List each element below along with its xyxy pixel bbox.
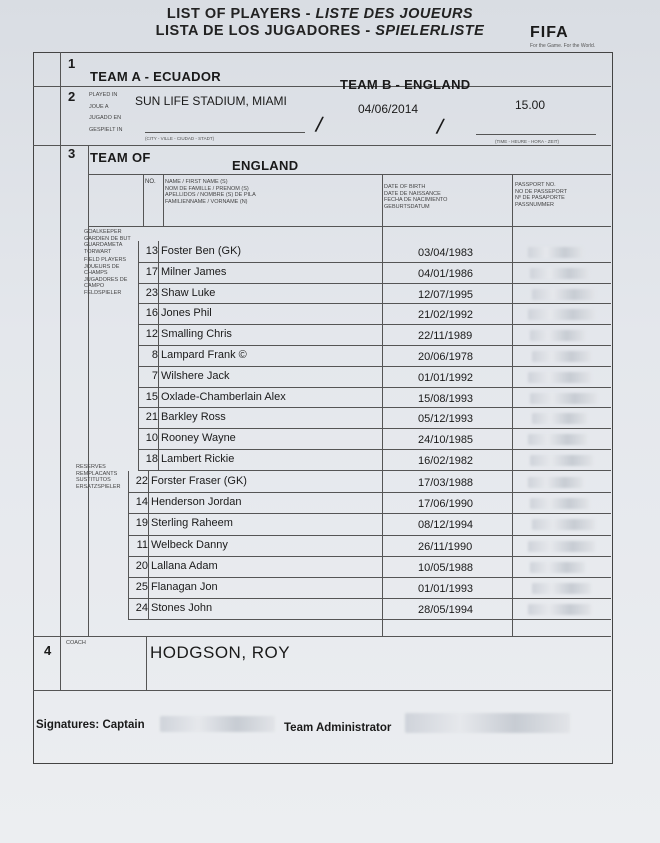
name-column-divider <box>158 241 159 470</box>
side-label-divider <box>88 145 89 636</box>
row-divider <box>128 492 611 493</box>
player-name: Henderson Jordan <box>151 496 242 509</box>
player-dob: 10/05/1988 <box>418 561 474 574</box>
section-number-1: 1 <box>68 56 76 71</box>
row-divider <box>138 428 611 429</box>
player-dob: 24/10/1985 <box>418 434 474 447</box>
team-of-value: ENGLAND <box>232 158 299 173</box>
kickoff-time-value: 15.00 <box>515 98 546 112</box>
number-column-divider <box>60 52 61 642</box>
passport-redacted <box>530 498 589 509</box>
player-number: 10 <box>145 432 158 445</box>
col-header-dob-de: GEBURTSDATUM <box>384 203 430 210</box>
player-dob: 08/12/1994 <box>418 519 474 532</box>
no-column-divider <box>138 241 139 470</box>
row-divider <box>138 387 611 388</box>
player-name: Lampard Frank © <box>161 349 247 361</box>
player-number: 14 <box>135 496 148 509</box>
fifa-logo-text: FIFA <box>530 24 569 41</box>
passport-redacted <box>532 289 595 300</box>
title-line-1-italic: LISTE DES JOUEURS <box>315 6 474 22</box>
section-number-2: 2 <box>68 89 76 104</box>
player-number: 24 <box>135 602 148 615</box>
city-underline <box>145 132 305 133</box>
form-title <box>140 6 500 40</box>
player-name: Oxlade-Chamberlain Alex <box>161 390 286 403</box>
player-dob: 12/07/1995 <box>418 288 474 301</box>
passport-redacted <box>532 583 591 594</box>
row-divider <box>128 556 611 557</box>
player-name: Lambert Rickie <box>161 453 235 465</box>
player-number: 21 <box>145 411 158 424</box>
header-bottom-line <box>88 226 611 227</box>
player-name: Sterling Raheem <box>151 517 233 530</box>
row-divider <box>128 577 611 578</box>
name-column-divider <box>148 471 149 619</box>
player-dob: 15/08/1993 <box>418 392 474 405</box>
played-in-label-fr: JOUE A <box>89 103 109 110</box>
row-divider <box>138 345 611 346</box>
player-number: 25 <box>135 581 148 593</box>
col-header-no: NO. <box>145 179 156 185</box>
col-header-dob-en: DATE OF BIRTH <box>384 184 426 190</box>
col-header-name-de: FAMILIENNAME / VORNAME (N) <box>165 198 248 205</box>
passport-redacted <box>528 372 591 383</box>
row-divider <box>138 283 611 284</box>
row-divider <box>138 366 611 367</box>
passport-redacted <box>532 519 595 530</box>
passport-redacted <box>532 413 587 424</box>
player-dob: 01/01/1993 <box>418 583 474 595</box>
player-name: Flanagan Jon <box>151 581 218 593</box>
title-line-2-plain: LISTA DE LOS JUGADORES - <box>155 23 376 39</box>
player-name: Smalling Chris <box>161 328 232 341</box>
player-number: 8 <box>151 349 158 361</box>
player-dob: 17/06/1990 <box>418 498 474 511</box>
player-name: Wilshere Jack <box>161 369 230 382</box>
player-name: Shaw Luke <box>161 286 216 299</box>
player-number: 7 <box>151 369 158 382</box>
fifa-tagline: For the Game. For the World. <box>530 43 596 49</box>
col-header-dob-fr: DATE DE NAISSANCE <box>384 190 441 197</box>
player-number: 20 <box>135 559 148 572</box>
row-divider <box>138 449 611 450</box>
time-underline <box>476 134 596 135</box>
passport-redacted <box>528 604 591 615</box>
passport-redacted <box>530 455 593 466</box>
player-name: Stones John <box>151 602 213 615</box>
col-header-passport <box>515 182 610 208</box>
passport-column-divider <box>512 174 513 636</box>
dob-column-divider <box>382 174 383 636</box>
passport-redacted <box>528 309 595 320</box>
played-in-label-de: GESPIELT IN <box>89 126 123 133</box>
row-divider <box>128 598 611 599</box>
col-header-passport-en: PASSPORT NO. <box>515 182 556 188</box>
player-number: 17 <box>145 265 158 278</box>
played-in-label-en: PLAYED IN <box>89 92 118 98</box>
title-line-2-italic: SPIELERLISTE <box>375 23 485 39</box>
player-number: 13 <box>145 245 158 257</box>
player-name: Milner James <box>161 265 227 278</box>
team-of-bottom-line <box>88 174 611 175</box>
passport-redacted <box>528 477 583 488</box>
players-bottom-line <box>33 636 611 637</box>
row-divider <box>138 262 611 263</box>
player-name: Jones Phil <box>161 307 212 320</box>
player-name: Forster Fraser (GK) <box>151 475 247 487</box>
player-dob: 22/11/1989 <box>418 330 473 343</box>
col-header-name <box>165 179 380 205</box>
player-dob: 03/04/1983 <box>418 247 474 259</box>
coach-column-divider <box>146 636 147 690</box>
passport-redacted <box>532 351 591 362</box>
player-number: 15 <box>145 390 158 403</box>
city-sublabel: (CITY - VILLE - CIUDAD - STADT) <box>145 136 215 141</box>
row2-bottom-line <box>33 145 611 146</box>
played-in-label-es: JUGADO EN <box>89 115 122 121</box>
team-a-label: TEAM A - ECUADOR <box>90 69 221 84</box>
player-dob: 04/01/1986 <box>418 267 474 280</box>
coach-side-label: COACH <box>66 640 86 646</box>
title-line-2 <box>140 23 500 40</box>
admin-signature-redacted <box>405 713 570 733</box>
row-divider <box>128 513 611 514</box>
passport-redacted <box>530 330 585 341</box>
row1-bottom-line <box>33 86 611 87</box>
date-slash-1: / <box>313 111 325 138</box>
col-header-dob-es: FECHA DE NACIMIENTO <box>384 197 448 203</box>
passport-redacted <box>528 434 587 445</box>
passport-redacted <box>530 393 597 404</box>
title-line-1 <box>140 6 500 23</box>
captain-signature-label: Signatures: Captain <box>36 719 145 731</box>
player-name: Welbeck Danny <box>151 538 228 551</box>
player-number: 12 <box>145 328 158 341</box>
col-header-name-es: APELLIDOS / NOMBRE (S) DE PILA <box>165 192 256 198</box>
row-divider <box>128 619 611 620</box>
player-dob: 21/02/1992 <box>418 309 474 322</box>
time-sublabel: (TIME - HEURE - HORA - ZEIT) <box>495 139 559 144</box>
player-name: Foster Ben (GK) <box>161 245 242 257</box>
col-header-dob <box>384 184 509 210</box>
goalkeeper-side-label: GOALKEEPER GARDIEN DE BUT GUARDAMETA TORWART <box>84 229 131 255</box>
section-number-4: 4 <box>44 643 52 658</box>
title-line-1-plain: LIST OF PLAYERS - <box>166 6 316 22</box>
player-number: 23 <box>145 286 158 299</box>
player-dob: 26/11/1990 <box>418 540 473 553</box>
field-players-side-label: FIELD PLAYERS JOUEURS DE CHAMPS JUGADORES DE CAMPO FELDSPIELER <box>84 257 128 296</box>
player-number: 18 <box>145 453 158 465</box>
player-name: Lallana Adam <box>151 559 218 572</box>
coach-name: HODGSON, ROY <box>150 643 291 662</box>
captain-signature-redacted <box>160 716 275 732</box>
player-dob: 28/05/1994 <box>418 604 474 617</box>
coach-bottom-line <box>33 690 611 691</box>
col-header-passport-fr: NO DE PASSEPORT <box>515 188 568 195</box>
match-date-value: 04/06/2014 <box>358 102 419 116</box>
player-dob: 20/06/1978 <box>418 351 474 363</box>
admin-signature-label: Team Administrator <box>284 722 392 734</box>
coach-number-divider <box>60 636 61 690</box>
passport-redacted <box>528 247 583 258</box>
col-header-passport-de: PASSNUMMER <box>515 201 555 208</box>
row-divider <box>138 303 611 304</box>
player-dob: 05/12/1993 <box>418 413 474 426</box>
date-slash-2: / <box>434 113 446 140</box>
player-name: Rooney Wayne <box>161 432 236 445</box>
reserves-side-label: RESERVES REMPLACANTS SUSTITUTOS ERSATZSPIELER <box>76 464 121 490</box>
passport-redacted <box>530 562 585 573</box>
player-dob: 01/01/1992 <box>418 371 474 384</box>
no-column-divider <box>128 471 129 619</box>
player-number: 19 <box>135 517 148 530</box>
header-name-divider <box>163 174 164 226</box>
player-number: 16 <box>145 307 158 320</box>
passport-redacted <box>530 268 589 279</box>
player-name: Barkley Ross <box>161 411 226 424</box>
col-header-name-en: NAME / FIRST NAME (S) <box>165 179 228 185</box>
row-divider <box>138 470 611 471</box>
row-divider <box>128 535 611 536</box>
section-number-3: 3 <box>68 146 76 161</box>
venue-value: SUN LIFE STADIUM, MIAMI <box>135 94 287 108</box>
col-header-passport-es: Nº DE PASAPORTE <box>515 195 565 201</box>
col-header-name-fr: NOM DE FAMILLE / PRENOM (S) <box>165 185 249 192</box>
player-number: 22 <box>135 475 148 487</box>
passport-redacted <box>528 541 595 552</box>
player-number: 11 <box>136 538 148 551</box>
team-b-label: TEAM B - ENGLAND <box>340 77 471 92</box>
header-no-divider <box>143 174 144 226</box>
team-of-label: TEAM OF <box>90 150 151 165</box>
row-divider <box>138 407 611 408</box>
player-dob: 17/03/1988 <box>418 477 474 489</box>
row-divider <box>138 324 611 325</box>
fifa-logo <box>530 24 610 49</box>
player-dob: 16/02/1982 <box>418 455 474 467</box>
